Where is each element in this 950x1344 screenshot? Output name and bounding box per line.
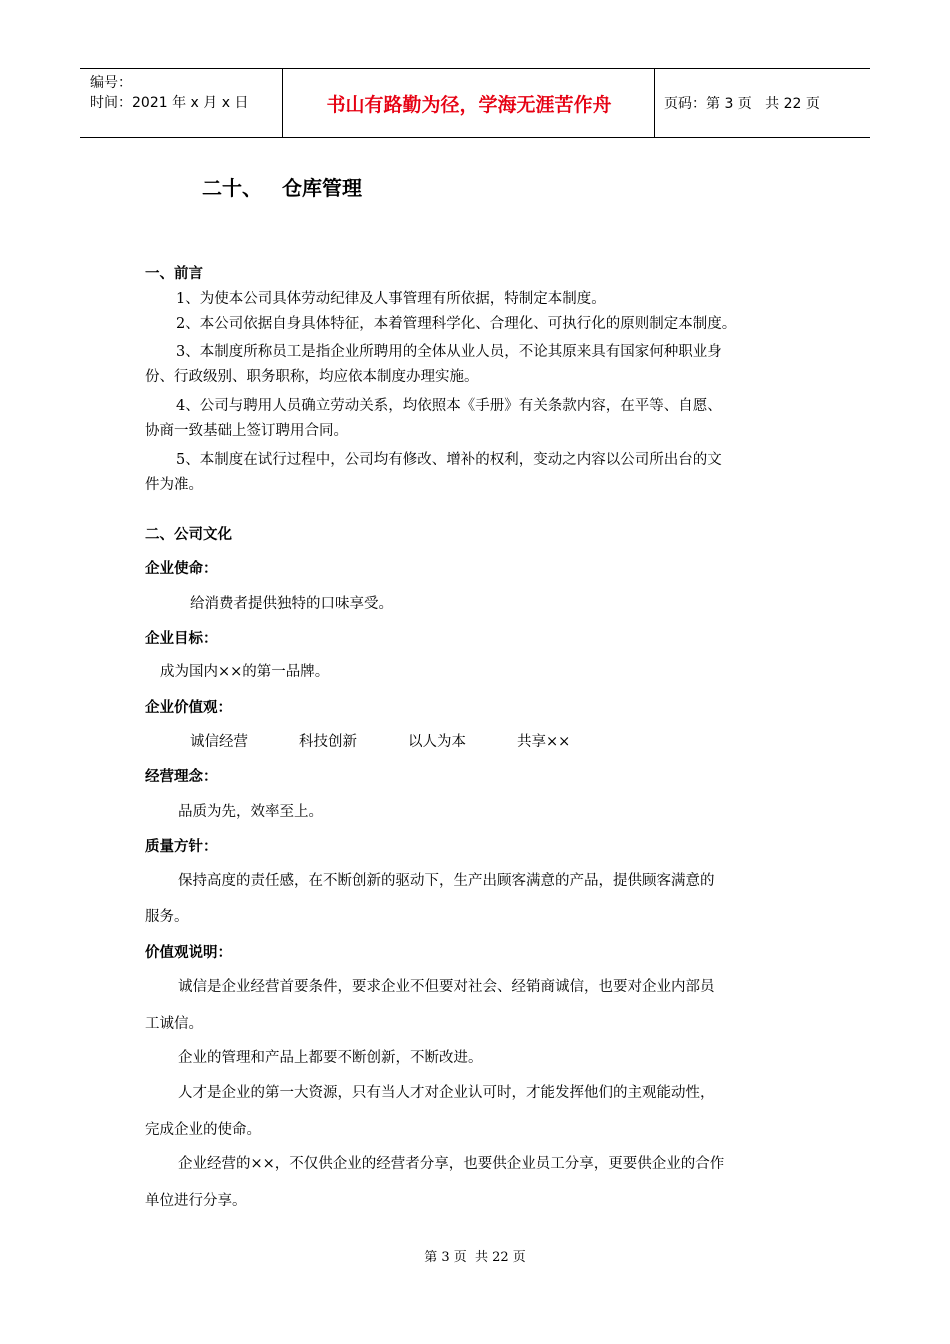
paragraph: 企业的管理和产品上都要不断创新，不断改进。 <box>178 1050 483 1066</box>
paragraph: 保持高度的责任感，在不断创新的驱动下，生产出顾客满意的产品，提供顾客满意的 <box>178 873 715 889</box>
page-header-table <box>80 68 870 138</box>
mission-text: 给消费者提供独特的口味享受。 <box>190 596 393 612</box>
philosophy-text: 品质为先，效率至上。 <box>178 804 323 820</box>
paragraph-continuation: 服务。 <box>145 909 189 925</box>
paragraph: 4、公司与聘用人员确立劳动关系，均依照本《手册》有关条款内容，在平等、自愿、 <box>176 398 722 414</box>
paragraph-continuation: 份、行政级别、职务职称，均应依本制度办理实施。 <box>145 369 479 385</box>
value-item: 共享×× <box>517 734 571 750</box>
explain-label: 价值观说明： <box>145 945 232 961</box>
paragraph: 5、本制度在试行过程中，公司均有修改、增补的权利，变动之内容以公司所出台的文 <box>176 452 722 468</box>
value-item: 诚信经营 <box>190 734 248 750</box>
paragraph: 企业经营的××，不仅供企业的经营者分享，也要供企业员工分享，更要供企业的合作 <box>178 1156 725 1172</box>
mission-label: 企业使命： <box>145 561 218 577</box>
paragraph: 3、本制度所称员工是指企业所聘用的全体从业人员，不论其原来具有国家何种职业身 <box>176 344 722 360</box>
quality-label: 质量方针： <box>145 839 218 855</box>
paragraph: 1、为使本公司具体劳动纪律及人事管理有所依据，特制定本制度。 <box>176 291 606 307</box>
goal-text: 成为国内××的第一品牌。 <box>160 664 330 680</box>
header-meta <box>90 73 248 113</box>
values-list <box>0 730 950 750</box>
philosophy-label: 经营理念： <box>145 769 218 785</box>
header-page-info: 页码：第 3 页 共 22 页 <box>664 96 820 112</box>
value-item: 科技创新 <box>299 734 357 750</box>
paragraph: 人才是企业的第一大资源，只有当人才对企业认可时，才能发挥他们的主观能动性， <box>178 1085 715 1101</box>
values-label: 企业价值观： <box>145 700 232 716</box>
paragraph-continuation: 单位进行分享。 <box>145 1193 247 1209</box>
doc-time-label: 时间：2021 年 x 月 x 日 <box>90 95 249 111</box>
header-motto: 书山有路勤为径，学海无涯苦作舟 <box>326 93 612 116</box>
paragraph-continuation: 协商一致基础上签订聘用合同。 <box>145 423 348 439</box>
doc-number-label: 编号： <box>90 75 132 91</box>
title-number: 二十、 <box>202 176 262 200</box>
paragraph-continuation: 件为准。 <box>145 477 203 493</box>
page-footer: 第 3 页 共 22 页 <box>424 1250 526 1265</box>
section-heading-culture: 二、公司文化 <box>145 527 232 543</box>
section-heading-preface: 一、前言 <box>145 266 203 282</box>
goal-label: 企业目标： <box>145 631 218 647</box>
paragraph: 诚信是企业经营首要条件，要求企业不但要对社会、经销商诚信，也要对企业内部员 <box>178 979 715 995</box>
paragraph-continuation: 工诚信。 <box>145 1016 203 1032</box>
title-text: 仓库管理 <box>282 176 362 200</box>
paragraph: 2、本公司依据自身具体特征，本着管理科学化、合理化、可执行化的原则制定本制度。 <box>176 316 737 332</box>
document-title <box>202 172 362 201</box>
paragraph-continuation: 完成企业的使命。 <box>145 1122 261 1138</box>
value-item: 以人为本 <box>408 734 466 750</box>
